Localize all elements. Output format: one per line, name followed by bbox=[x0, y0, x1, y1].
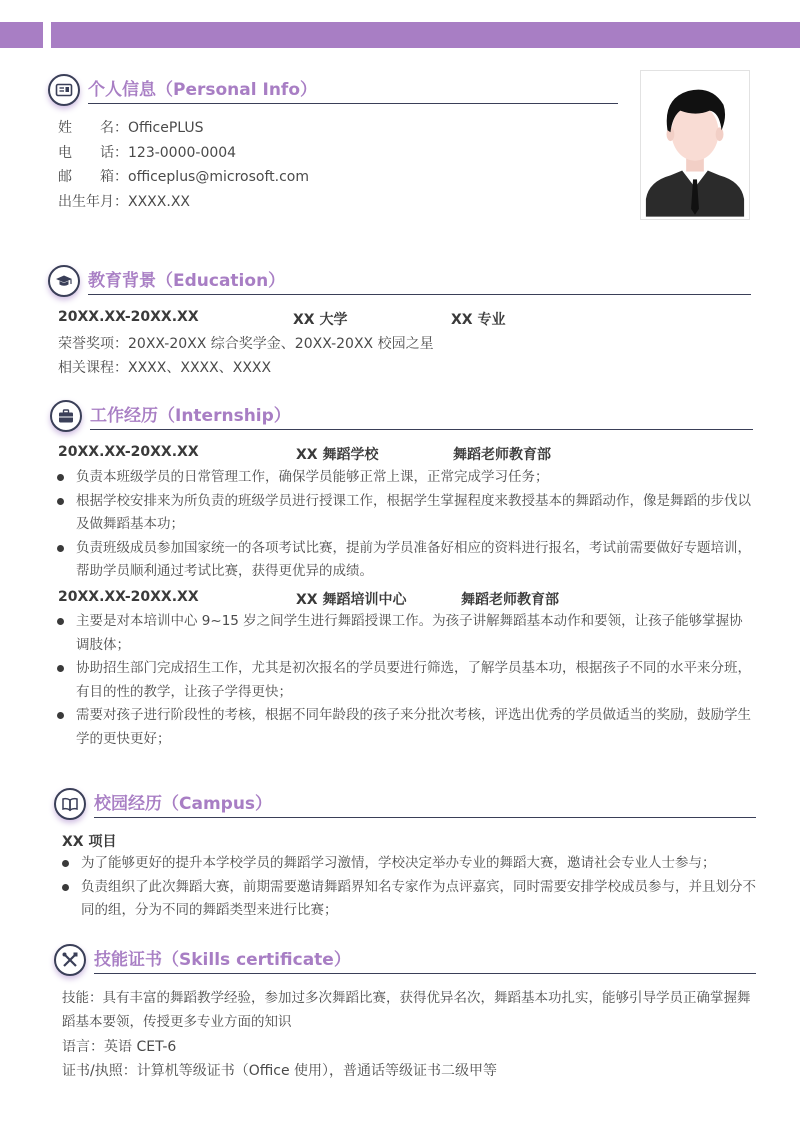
job2-role: 舞蹈老师教育部 bbox=[461, 592, 559, 608]
personal-name-row bbox=[58, 117, 204, 137]
section-personal-title: 个人信息（Personal Info） bbox=[88, 80, 317, 100]
list-item: 负责组织了此次舞蹈大赛，前期需要邀请舞蹈界知名专家作为点评嘉宾，同时需要安排学校成员参与，并且划分不同的组，分为不同的舞蹈类型来进行比赛； bbox=[59, 876, 757, 923]
open-book-icon bbox=[54, 788, 86, 820]
job2-org: XX 舞蹈培训中心 bbox=[296, 592, 407, 608]
section-education-header bbox=[48, 263, 753, 293]
list-item: 需要对孩子进行阶段性的考核，根据不同年龄段的孩子来分批次考核，评选出优秀的学员做适当的奖励，鼓励学生学的更快更好； bbox=[54, 704, 756, 751]
section-personal-rule bbox=[88, 103, 618, 104]
section-skills-title: 技能证书（Skills certificate） bbox=[94, 950, 351, 970]
list-item: 为了能够更好的提升本学校学员的舞蹈学习激情，学校决定举办专业的舞蹈大赛，邀请社会专业人士参与； bbox=[59, 852, 757, 876]
list-item: 负责本班级学员的日常管理工作，确保学员能够正常上课，正常完成学习任务； bbox=[54, 466, 756, 490]
personal-phone-value: 123-0000-0004 bbox=[128, 145, 237, 161]
skills-certificates: 证书/执照：计算机等级证书（Office 使用），普通话等级证书二级甲等 bbox=[62, 1063, 498, 1079]
personal-email-row bbox=[58, 166, 309, 186]
section-work-header bbox=[50, 398, 753, 428]
list-item: 负责班级成员参加国家统一的各项考试比赛，提前为学员准备好相应的资料进行报名，考试前需要做好专题培训，帮助学员顺利通过考试比赛，获得更优异的成绩。 bbox=[54, 537, 756, 584]
personal-phone-label: 电 话： bbox=[58, 145, 128, 161]
personal-email-value: officeplus@microsoft.com bbox=[128, 169, 309, 185]
top-banner-right bbox=[51, 22, 800, 48]
section-skills-rule bbox=[94, 973, 756, 974]
section-work-title: 工作经历（Internship） bbox=[90, 406, 291, 426]
section-campus-rule bbox=[94, 817, 756, 818]
education-honors: 荣誉奖项：20XX-20XX 综合奖学金、20XX-20XX 校园之星 bbox=[58, 336, 434, 352]
personal-birth-value: XXXX.XX bbox=[128, 194, 190, 210]
campus-bullets bbox=[59, 852, 757, 923]
section-skills-header bbox=[54, 942, 756, 972]
job2-bullets bbox=[54, 610, 756, 751]
section-personal-header bbox=[48, 72, 618, 102]
tools-icon bbox=[54, 944, 86, 976]
skills-description: 技能：具有丰富的舞蹈教学经验，参加过多次舞蹈比赛，获得优异名次，舞蹈基本功扎实，能够引导学员正确掌握舞蹈基本要领，传授更多专业方面的知识 bbox=[62, 990, 751, 1030]
section-work-rule bbox=[90, 429, 753, 430]
personal-birth-row bbox=[58, 191, 190, 211]
profile-photo bbox=[640, 70, 750, 220]
personal-email-label: 邮 箱： bbox=[58, 169, 128, 185]
personal-name-label: 姓 名： bbox=[58, 120, 128, 136]
job1-role: 舞蹈老师教育部 bbox=[453, 447, 551, 463]
education-major: XX 专业 bbox=[451, 312, 506, 328]
job2-period: 20XX.XX-20XX.XX bbox=[58, 589, 199, 605]
personal-name-value: OfficePLUS bbox=[128, 120, 204, 136]
education-school: XX 大学 bbox=[293, 312, 348, 328]
person-avatar-icon bbox=[641, 71, 749, 219]
personal-birth-label: 出生年月： bbox=[58, 194, 128, 210]
job1-org: XX 舞蹈学校 bbox=[296, 447, 379, 463]
section-education-rule bbox=[88, 294, 751, 295]
section-campus-title: 校园经历（Campus） bbox=[94, 794, 273, 814]
personal-phone-row bbox=[58, 142, 236, 162]
list-item: 根据学校安排来为所负责的班级学员进行授课工作，根据学生掌握程度来教授基本的舞蹈动作，像是舞蹈的步伐以及做舞蹈基本功； bbox=[54, 490, 756, 537]
job1-period: 20XX.XX-20XX.XX bbox=[58, 444, 199, 460]
graduation-cap-icon bbox=[48, 265, 80, 297]
id-card-icon bbox=[48, 74, 80, 106]
list-item: 协助招生部门完成招生工作，尤其是初次报名的学员要进行筛选，了解学员基本功，根据孩子不同的水平来分班，有目的性的教学，让孩子学得更快； bbox=[54, 657, 756, 704]
list-item: 主要是对本培训中心 9~15 岁之间学生进行舞蹈授课工作。为孩子讲解舞蹈基本动作和要领，让孩子能够掌握协调肢体； bbox=[54, 610, 756, 657]
briefcase-icon bbox=[50, 400, 82, 432]
section-education-title: 教育背景（Education） bbox=[88, 271, 286, 291]
education-courses: 相关课程：XXXX、XXXX、XXXX bbox=[58, 360, 272, 376]
top-banner-left bbox=[0, 22, 43, 48]
skills-language: 语言：英语 CET-6 bbox=[62, 1039, 177, 1055]
job1-bullets bbox=[54, 466, 756, 584]
section-campus-header bbox=[54, 786, 756, 816]
campus-project: XX 项目 bbox=[62, 834, 117, 850]
education-period: 20XX.XX-20XX.XX bbox=[58, 309, 199, 325]
